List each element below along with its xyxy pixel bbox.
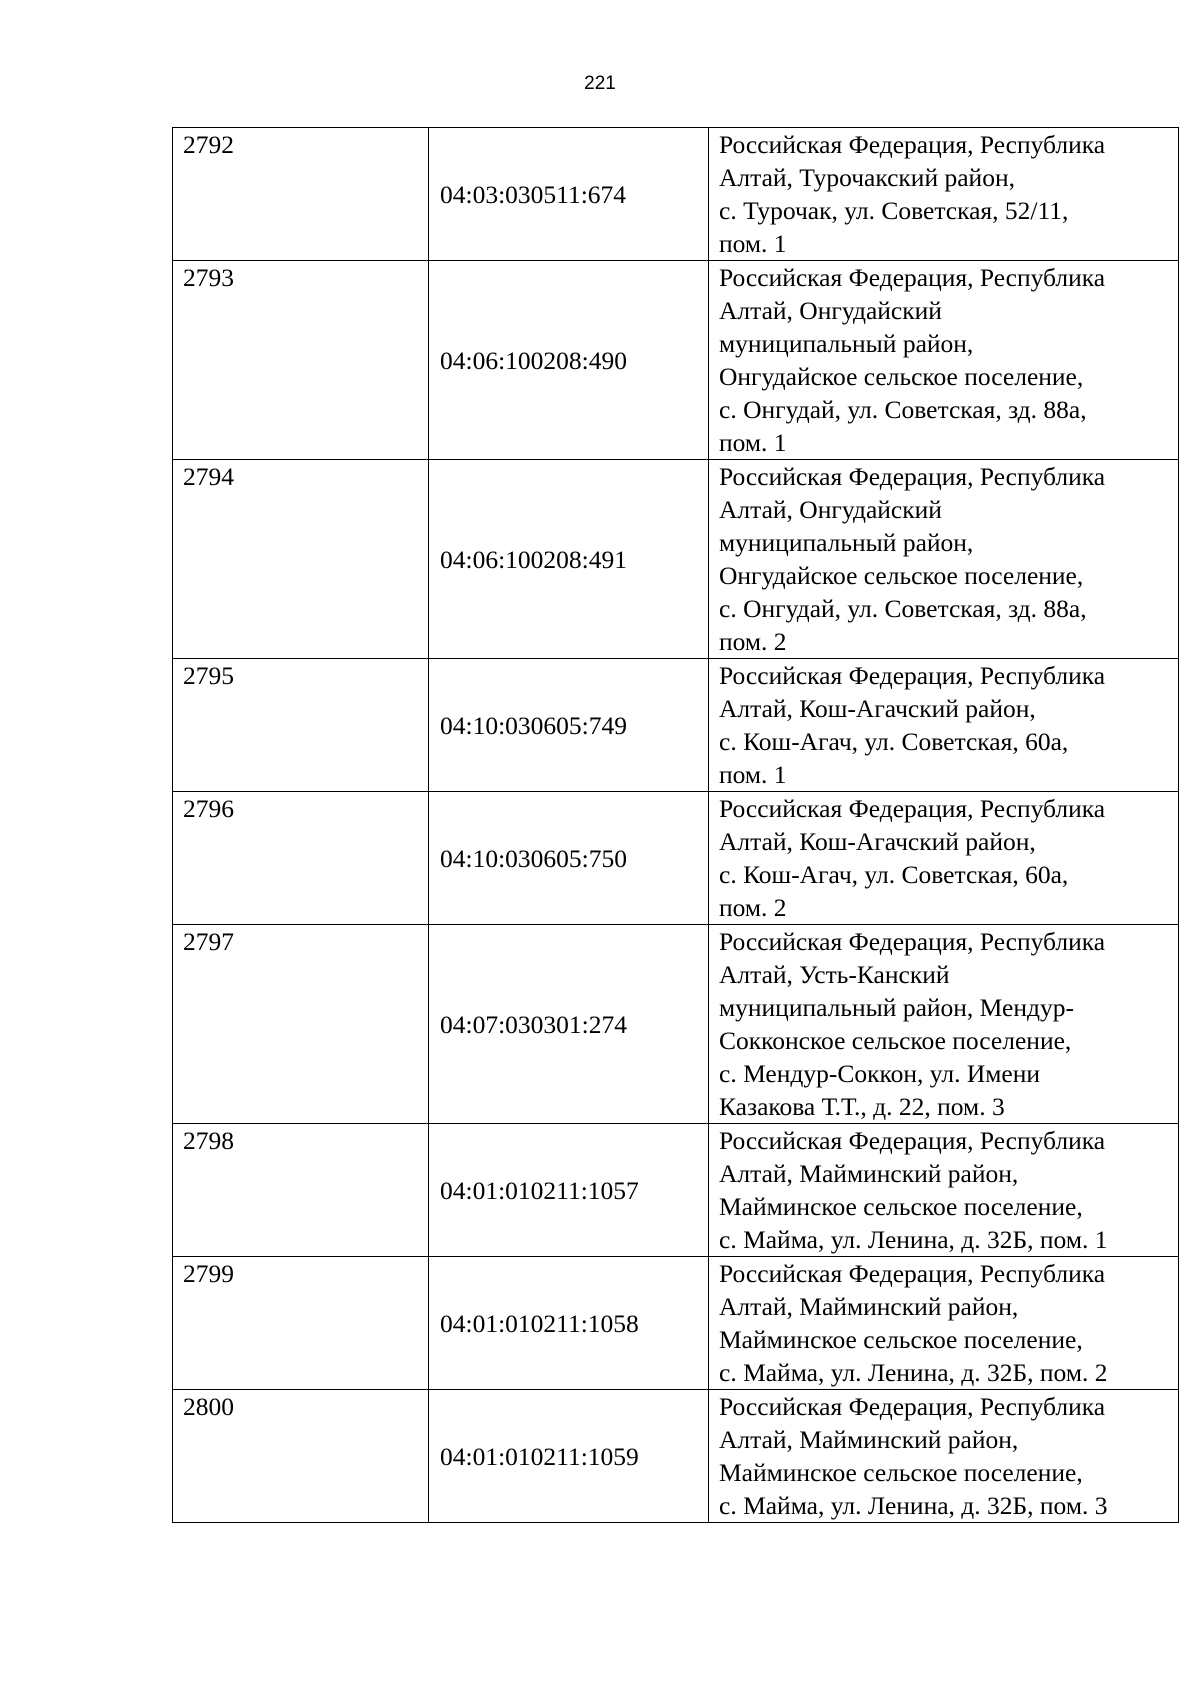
address-line: с. Кош-Агач, ул. Советская, 60а, <box>719 727 1069 756</box>
record-number-cell: 2799 <box>173 1257 429 1390</box>
table-body <box>173 128 1179 1523</box>
address-cell <box>709 460 1179 659</box>
cadastral-number-cell: 04:01:010211:1059 <box>429 1390 709 1523</box>
address-line: Алтай, Усть-Канский <box>719 960 950 989</box>
address-cell <box>709 1390 1179 1523</box>
address-line: Российская Федерация, Республика <box>719 1259 1106 1288</box>
address-line: Российская Федерация, Республика <box>719 794 1106 823</box>
address-line: пом. 1 <box>719 229 787 258</box>
address-line: пом. 1 <box>719 760 787 789</box>
record-number-cell: 2798 <box>173 1124 429 1257</box>
address-line: муниципальный район, Мендур- <box>719 993 1074 1022</box>
cadastral-number-cell: 04:06:100208:490 <box>429 261 709 460</box>
address-line: Российская Федерация, Республика <box>719 1392 1106 1421</box>
address-line: с. Майма, ул. Ленина, д. 32Б, пом. 1 <box>719 1225 1108 1254</box>
address-line: Казакова Т.Т., д. 22, пом. 3 <box>719 1092 1005 1121</box>
address-line: пом. 2 <box>719 627 787 656</box>
address-line: с. Майма, ул. Ленина, д. 32Б, пом. 3 <box>719 1491 1108 1520</box>
address-line: Алтай, Онгудайский <box>719 296 942 325</box>
address-line: Онгудайское сельское поселение, <box>719 561 1084 590</box>
address-line: Алтай, Турочакский район, <box>719 163 1015 192</box>
address-line: Майминское сельское поселение, <box>719 1458 1083 1487</box>
record-number-cell: 2792 <box>173 128 429 261</box>
table-row <box>173 128 1179 261</box>
address-line: Алтай, Онгудайский <box>719 495 942 524</box>
address-line: пом. 2 <box>719 893 787 922</box>
address-line: Алтай, Майминский район, <box>719 1159 1019 1188</box>
address-line: Онгудайское сельское поселение, <box>719 362 1084 391</box>
cadastral-number-cell: 04:07:030301:274 <box>429 925 709 1124</box>
table-row <box>173 925 1179 1124</box>
address-line: Российская Федерация, Республика <box>719 927 1106 956</box>
table-row <box>173 1257 1179 1390</box>
address-line: Майминское сельское поселение, <box>719 1325 1083 1354</box>
address-line: Алтай, Майминский район, <box>719 1292 1019 1321</box>
table-row <box>173 1390 1179 1523</box>
address-cell <box>709 1124 1179 1257</box>
address-line: Алтай, Кош-Агачский район, <box>719 827 1036 856</box>
address-line: Алтай, Майминский район, <box>719 1425 1019 1454</box>
address-line: с. Турочак, ул. Советская, 52/11, <box>719 196 1069 225</box>
cadastral-number-cell: 04:10:030605:750 <box>429 792 709 925</box>
address-line: Российская Федерация, Республика <box>719 1126 1106 1155</box>
address-line: Российская Федерация, Республика <box>719 130 1106 159</box>
property-registry-table <box>172 127 1179 1523</box>
address-line: Российская Федерация, Республика <box>719 263 1106 292</box>
record-number-cell: 2793 <box>173 261 429 460</box>
address-line: с. Онгудай, ул. Советская, зд. 88а, <box>719 594 1087 623</box>
address-cell <box>709 792 1179 925</box>
address-cell <box>709 1257 1179 1390</box>
address-line: пом. 1 <box>719 428 787 457</box>
address-line: Российская Федерация, Республика <box>719 462 1106 491</box>
address-cell <box>709 925 1179 1124</box>
address-line: с. Мендур-Соккон, ул. Имени <box>719 1059 1040 1088</box>
record-number-cell: 2795 <box>173 659 429 792</box>
address-line: Российская Федерация, Республика <box>719 661 1106 690</box>
table-row <box>173 460 1179 659</box>
address-line: Сокконское сельское поселение, <box>719 1026 1072 1055</box>
record-number-cell: 2800 <box>173 1390 429 1523</box>
table-row <box>173 659 1179 792</box>
record-number-cell: 2797 <box>173 925 429 1124</box>
table-row <box>173 261 1179 460</box>
cadastral-number-cell: 04:06:100208:491 <box>429 460 709 659</box>
address-line: Алтай, Кош-Агачский район, <box>719 694 1036 723</box>
table-row <box>173 1124 1179 1257</box>
address-line: муниципальный район, <box>719 528 974 557</box>
cadastral-number-cell: 04:03:030511:674 <box>429 128 709 261</box>
address-cell <box>709 128 1179 261</box>
address-line: с. Кош-Агач, ул. Советская, 60а, <box>719 860 1069 889</box>
address-line: муниципальный район, <box>719 329 974 358</box>
table-row <box>173 792 1179 925</box>
address-cell <box>709 261 1179 460</box>
cadastral-number-cell: 04:01:010211:1057 <box>429 1124 709 1257</box>
address-line: Майминское сельское поселение, <box>719 1192 1083 1221</box>
cadastral-number-cell: 04:10:030605:749 <box>429 659 709 792</box>
record-number-cell: 2794 <box>173 460 429 659</box>
address-line: с. Майма, ул. Ленина, д. 32Б, пом. 2 <box>719 1358 1108 1387</box>
address-line: с. Онгудай, ул. Советская, зд. 88а, <box>719 395 1087 424</box>
record-number-cell: 2796 <box>173 792 429 925</box>
cadastral-number-cell: 04:01:010211:1058 <box>429 1257 709 1390</box>
address-cell <box>709 659 1179 792</box>
page-number: 221 <box>584 73 616 94</box>
